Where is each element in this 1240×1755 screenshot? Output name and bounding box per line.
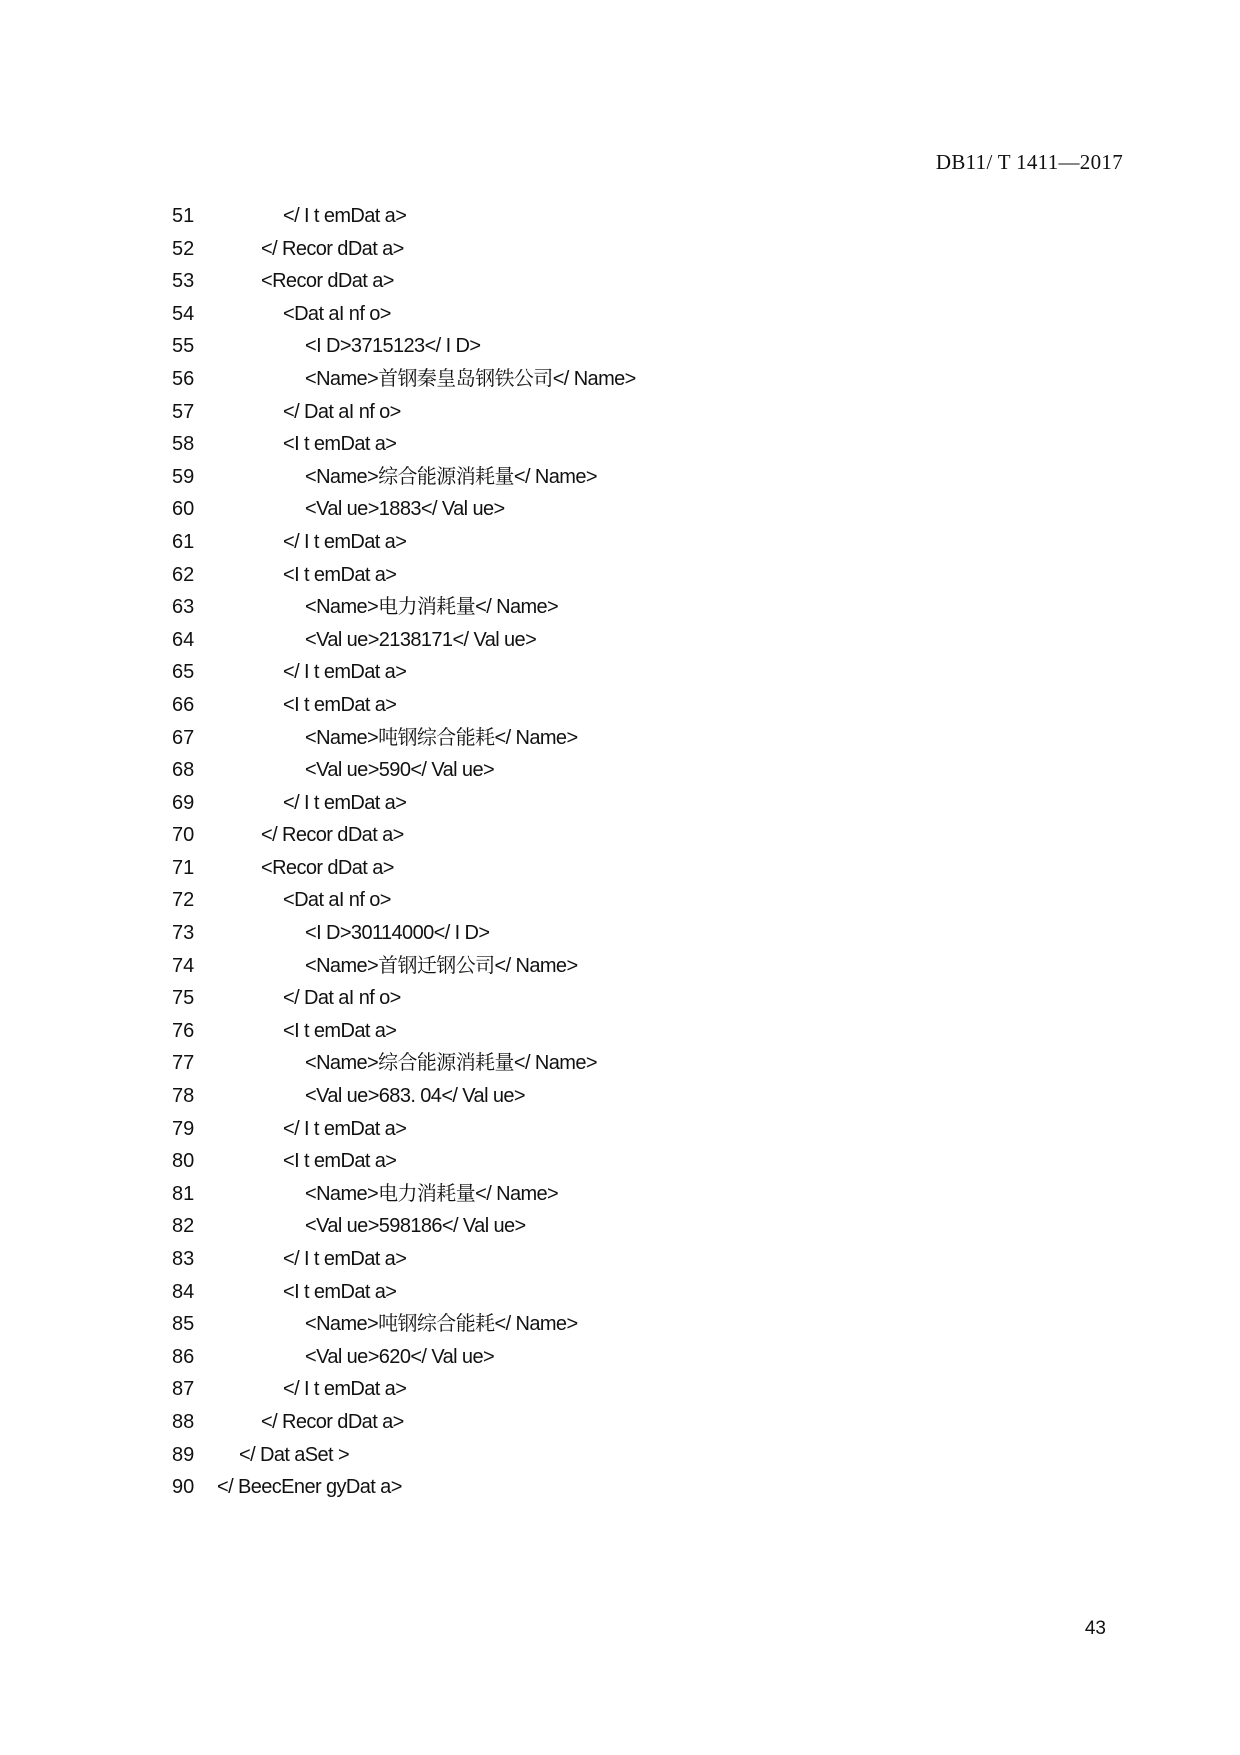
code-line bbox=[0, 722, 1240, 755]
line-number: 74 bbox=[172, 954, 195, 977]
code-line bbox=[0, 428, 1240, 461]
code-line bbox=[0, 982, 1240, 1015]
code-text: <Val ue>1883</ Val ue> bbox=[305, 498, 505, 521]
code-line bbox=[0, 1276, 1240, 1309]
line-number: 68 bbox=[172, 759, 195, 782]
line-number: 55 bbox=[172, 335, 195, 358]
line-number: 71 bbox=[172, 856, 195, 879]
code-line bbox=[0, 754, 1240, 787]
code-text: <Name>电力消耗量</ Name> bbox=[305, 596, 559, 619]
code-line bbox=[0, 1471, 1240, 1504]
code-text: <I t emDat a> bbox=[283, 1150, 397, 1173]
line-number: 72 bbox=[172, 889, 195, 912]
line-number: 81 bbox=[172, 1182, 195, 1205]
line-number: 90 bbox=[172, 1476, 195, 1499]
code-text: <Val ue>598186</ Val ue> bbox=[305, 1215, 526, 1238]
code-text: <I t emDat a> bbox=[283, 433, 397, 456]
code-text: </ I t emDat a> bbox=[283, 1248, 407, 1270]
code-text: </ I t emDat a> bbox=[283, 791, 407, 814]
code-line bbox=[0, 787, 1240, 820]
code-line bbox=[0, 950, 1240, 983]
code-line bbox=[0, 461, 1240, 494]
line-number: 52 bbox=[172, 237, 195, 260]
code-text: <Name>首钢迁钢公司</ Name> bbox=[305, 954, 578, 977]
code-text: <I t emDat a> bbox=[283, 1280, 397, 1303]
code-line bbox=[0, 656, 1240, 689]
code-text: <I t emDat a> bbox=[283, 563, 397, 586]
line-number: 83 bbox=[172, 1248, 195, 1270]
page-number: 43 bbox=[1084, 1618, 1106, 1639]
line-number: 63 bbox=[172, 596, 195, 619]
line-number: 51 bbox=[172, 205, 195, 227]
code-text: <Val ue>683. 04</ Val ue> bbox=[305, 1085, 526, 1108]
code-text: <Recor dDat a> bbox=[261, 270, 394, 293]
line-number: 82 bbox=[172, 1215, 195, 1238]
line-number: 59 bbox=[172, 465, 195, 488]
code-line bbox=[0, 1406, 1240, 1439]
line-number: 56 bbox=[172, 367, 195, 390]
line-number: 65 bbox=[172, 661, 195, 684]
code-line bbox=[0, 884, 1240, 917]
code-line bbox=[0, 526, 1240, 559]
line-number: 67 bbox=[172, 726, 195, 749]
line-number: 64 bbox=[172, 628, 195, 651]
code-text: <I t emDat a> bbox=[283, 1019, 397, 1042]
code-line bbox=[0, 1047, 1240, 1080]
code-line bbox=[0, 233, 1240, 266]
code-line bbox=[0, 1178, 1240, 1211]
line-number: 85 bbox=[172, 1313, 195, 1336]
code-line bbox=[0, 1341, 1240, 1374]
line-number: 61 bbox=[172, 530, 195, 553]
line-number: 58 bbox=[172, 433, 195, 456]
line-number: 60 bbox=[172, 498, 195, 521]
code-text: </ Dat aI nf o> bbox=[283, 987, 401, 1010]
code-text: <Recor dDat a> bbox=[261, 856, 394, 879]
line-number: 77 bbox=[172, 1052, 195, 1075]
code-text: </ I t emDat a> bbox=[283, 205, 407, 227]
code-text: </ Recor dDat a> bbox=[261, 1410, 404, 1433]
code-text: <Name>综合能源消耗量</ Name> bbox=[305, 1052, 597, 1075]
code-text: </ I t emDat a> bbox=[283, 661, 407, 684]
line-number: 87 bbox=[172, 1378, 195, 1401]
code-line bbox=[0, 330, 1240, 363]
code-line bbox=[0, 591, 1240, 624]
line-number: 70 bbox=[172, 824, 195, 847]
code-text: <Dat aI nf o> bbox=[283, 302, 391, 325]
code-text: <Name>电力消耗量</ Name> bbox=[305, 1182, 559, 1205]
line-number: 84 bbox=[172, 1280, 195, 1303]
code-text: </ BeecEner gyDat a> bbox=[217, 1476, 402, 1499]
code-text: <Dat aI nf o> bbox=[283, 889, 391, 912]
line-number: 76 bbox=[172, 1019, 195, 1042]
code-line bbox=[0, 559, 1240, 592]
code-text: </ Recor dDat a> bbox=[261, 824, 404, 847]
code-text: <Val ue>2138171</ Val ue> bbox=[305, 628, 537, 651]
code-line bbox=[0, 363, 1240, 396]
line-number: 54 bbox=[172, 302, 195, 325]
code-line bbox=[0, 265, 1240, 298]
code-line bbox=[0, 1439, 1240, 1472]
code-text: <Name>吨钢综合能耗</ Name> bbox=[305, 1313, 578, 1336]
code-line bbox=[0, 1210, 1240, 1243]
code-line bbox=[0, 1080, 1240, 1113]
line-number: 80 bbox=[172, 1150, 195, 1173]
code-text: </ Dat aSet > bbox=[239, 1443, 350, 1466]
code-text: <Name>综合能源消耗量</ Name> bbox=[305, 465, 597, 488]
line-number: 53 bbox=[172, 270, 195, 293]
code-line bbox=[0, 298, 1240, 331]
line-number: 86 bbox=[172, 1345, 195, 1368]
code-line bbox=[0, 1113, 1240, 1146]
code-line bbox=[0, 396, 1240, 429]
code-line bbox=[0, 1243, 1240, 1276]
line-number: 69 bbox=[172, 791, 195, 814]
code-text: <I t emDat a> bbox=[283, 693, 397, 716]
code-line bbox=[0, 1145, 1240, 1178]
xml-code-listing bbox=[0, 200, 1240, 1504]
line-number: 75 bbox=[172, 987, 195, 1010]
code-line bbox=[0, 624, 1240, 657]
line-number: 66 bbox=[172, 693, 195, 716]
code-line bbox=[0, 1015, 1240, 1048]
line-number: 62 bbox=[172, 563, 195, 586]
line-number: 79 bbox=[172, 1117, 195, 1140]
code-text: <Name>吨钢综合能耗</ Name> bbox=[305, 726, 578, 749]
code-line bbox=[0, 493, 1240, 526]
code-text: <I D>30114000</ I D> bbox=[305, 922, 490, 945]
code-text: </ I t emDat a> bbox=[283, 1378, 407, 1401]
code-text: <Name>首钢秦皇岛钢铁公司</ Name> bbox=[305, 367, 636, 390]
code-line bbox=[0, 819, 1240, 852]
code-text: </ I t emDat a> bbox=[283, 530, 407, 553]
code-text: </ Dat aI nf o> bbox=[283, 400, 401, 423]
code-text: </ Recor dDat a> bbox=[261, 237, 404, 260]
code-line bbox=[0, 1373, 1240, 1406]
line-number: 57 bbox=[172, 400, 195, 423]
code-line bbox=[0, 917, 1240, 950]
line-number: 78 bbox=[172, 1085, 195, 1108]
code-line bbox=[0, 852, 1240, 885]
standard-code-header: DB11/ T 1411—2017 bbox=[935, 150, 1123, 174]
line-number: 88 bbox=[172, 1410, 195, 1433]
code-line bbox=[0, 689, 1240, 722]
line-number: 73 bbox=[172, 922, 195, 945]
code-text: </ I t emDat a> bbox=[283, 1117, 407, 1140]
line-number: 89 bbox=[172, 1443, 195, 1466]
code-text: <Val ue>620</ Val ue> bbox=[305, 1345, 495, 1368]
code-text: <Val ue>590</ Val ue> bbox=[305, 759, 495, 782]
code-text: <I D>3715123</ I D> bbox=[305, 335, 481, 358]
code-line bbox=[0, 1308, 1240, 1341]
code-line bbox=[0, 200, 1240, 233]
